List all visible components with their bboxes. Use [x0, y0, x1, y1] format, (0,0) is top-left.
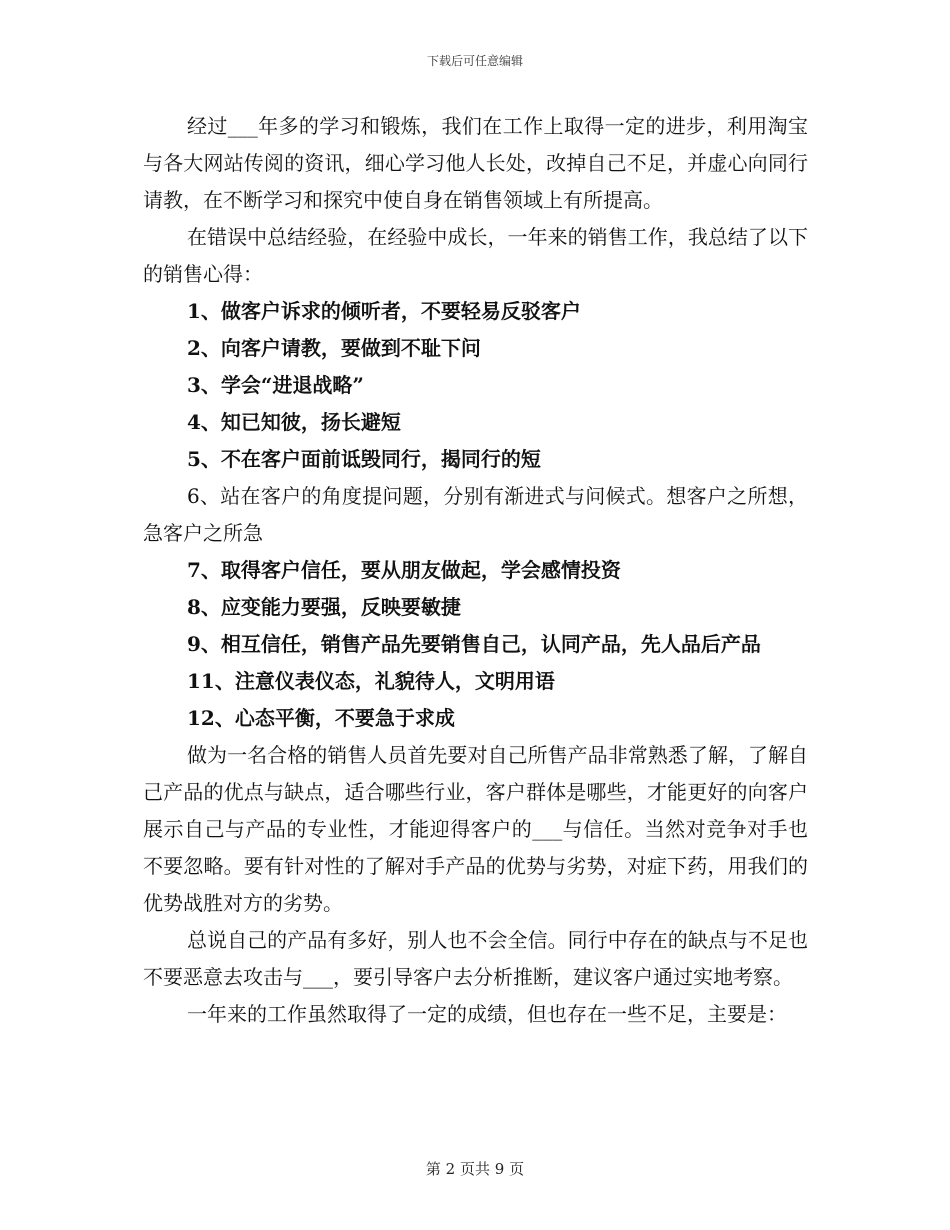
- paragraph-summary-lead: 在错误中总结经验，在经验中成长，一年来的销售工作，我总结了以下的销售心得：: [143, 225, 808, 286]
- list-item-7: 7、取得客户信任，要从朋友做起，学会感情投资: [187, 558, 621, 582]
- list-item-4: 4、知已知彼，扬长避短: [187, 410, 401, 434]
- list-item-8: 8、应变能力要强，反映要敏捷: [187, 595, 461, 619]
- document-body: [143, 108, 808, 1033]
- paragraph-intro: 经过___年多的学习和锻炼，我们在工作上取得一定的进步，利用淘宝与各大网站传阅的资讯，细心学习他人长处，改掉自己不足，并虚心向同行请教，在不断学习和探究中使自身在销售领域上有所提高。: [143, 114, 808, 212]
- list-item-5: 5、不在客户面前诋毁同行，揭同行的短: [187, 447, 541, 471]
- page-header: 下载后可任意编辑: [426, 54, 523, 68]
- list-item-12: 12、心态平衡，不要急于求成: [187, 706, 455, 730]
- list-item-6: 6、站在客户的角度提问题，分别有渐进式与问候式。想客户之所想，急客户之所急: [143, 484, 808, 545]
- page-footer: 第 2 页共 9 页: [425, 1160, 525, 1178]
- paragraph-shortcomings: 一年来的工作虽然取得了一定的成绩，但也存在一些不足，主要是：: [187, 1002, 787, 1026]
- paragraph-product-knowledge: 做为一名合格的销售人员首先要对自己所售产品非常熟悉了解，了解自己产品的优点与缺点，适合哪些行业，客户群体是哪些，才能更好的向客户展示自己与产品的专业性，才能迎得客户的___与信任。当然对竞争对手也不要忽略。要有针对性的了解对手产品的优势与劣势，对症下药，用我们的优势战胜对方的劣势。: [143, 743, 808, 915]
- list-item-1: 1、做客户诉求的倾听者，不要轻易反驳客户: [187, 299, 581, 323]
- list-item-11: 11、注意仪表仪态，礼貌待人，文明用语: [187, 669, 555, 693]
- paragraph-competitors: 总说自己的产品有多好，别人也不会全信。同行中存在的缺点与不足也不要恶意去攻击与___，要引导客户去分析推断，建议客户通过实地考察。: [143, 928, 808, 989]
- list-item-3: 3、学会“进退战略”: [187, 373, 364, 397]
- list-item-2: 2、向客户请教，要做到不耻下问: [187, 336, 481, 360]
- list-item-9: 9、相互信任，销售产品先要销售自己，认同产品，先人品后产品: [187, 632, 761, 656]
